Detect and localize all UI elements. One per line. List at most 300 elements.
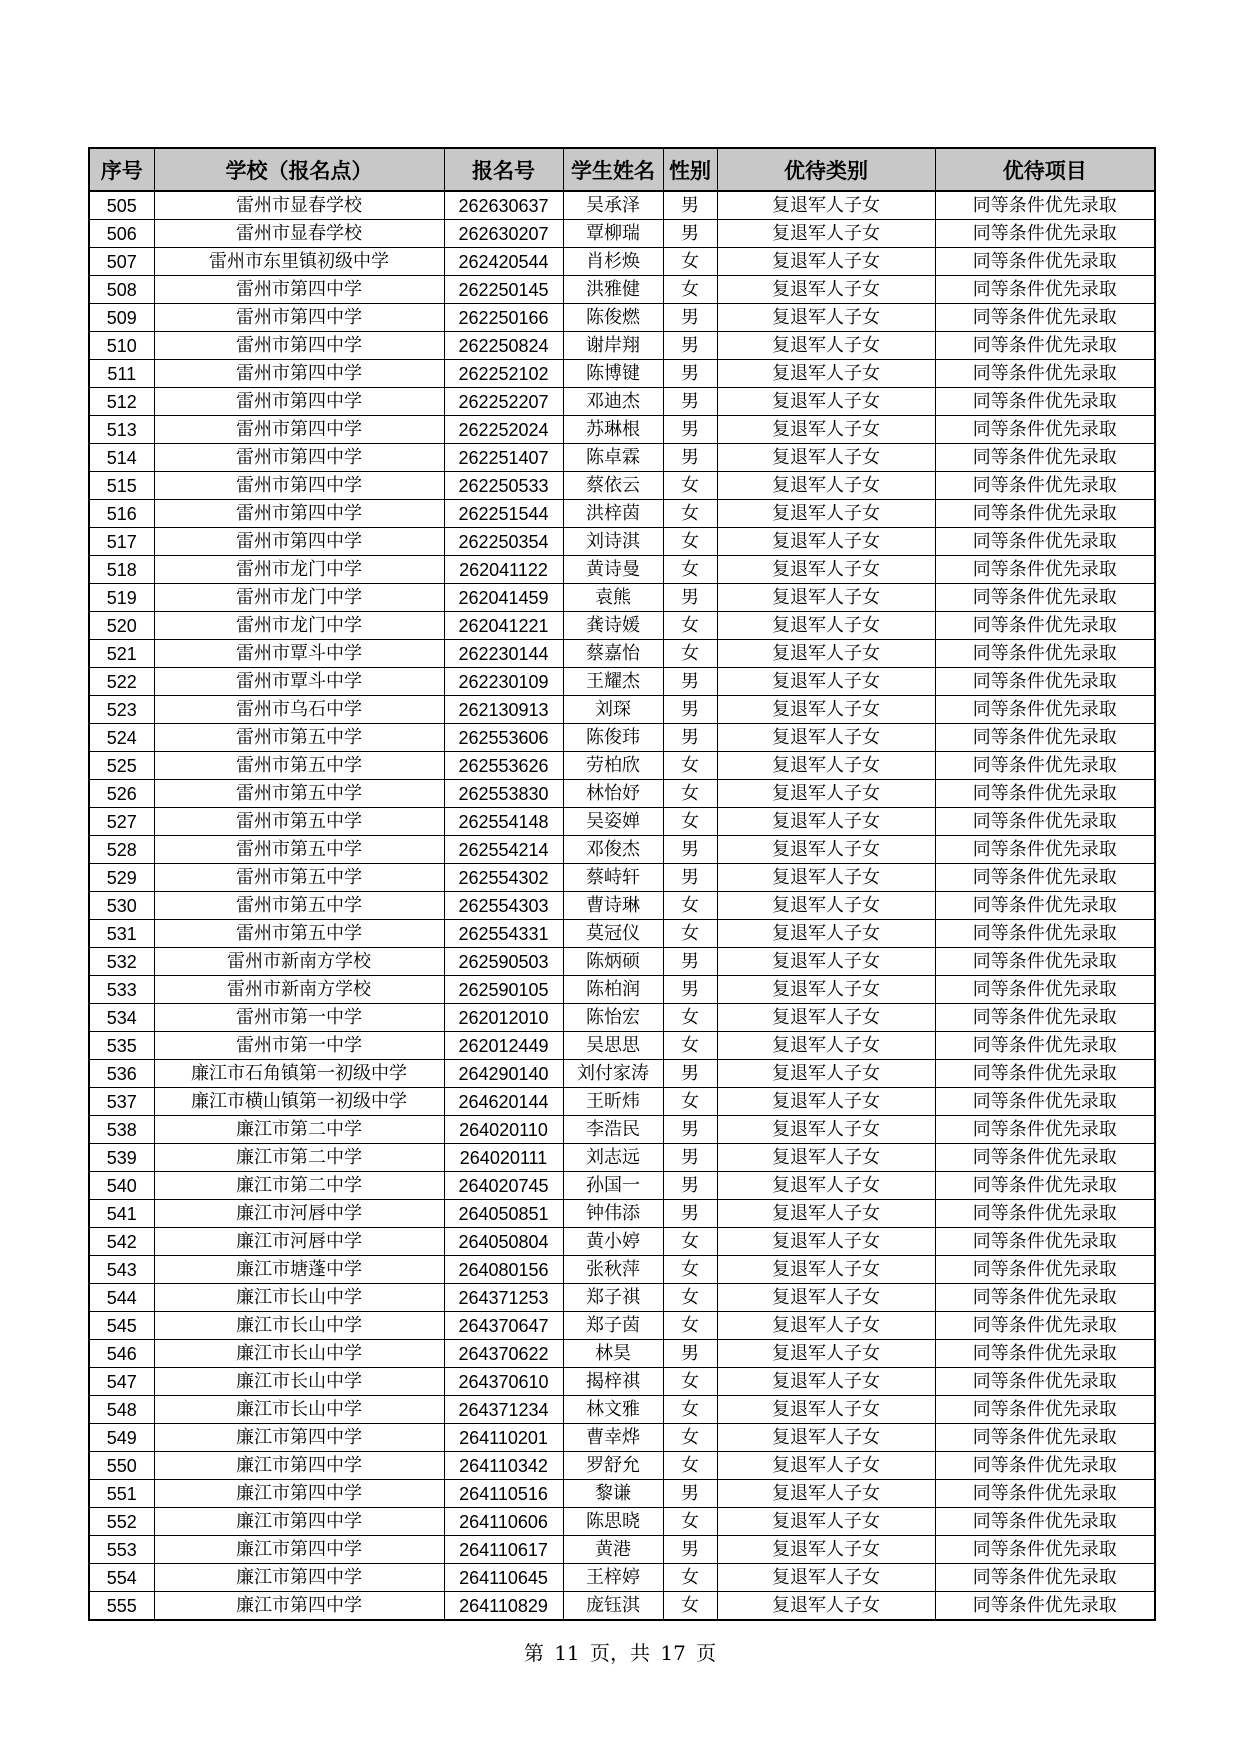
cell-serial-number: 513	[89, 416, 154, 444]
cell-priority-category: 复退军人子女	[717, 444, 935, 472]
table-row	[89, 948, 1155, 976]
cell-student-name: 曹诗琳	[563, 892, 663, 920]
table-row	[89, 668, 1155, 696]
cell-student-name: 刘付家涛	[563, 1060, 663, 1088]
cell-school: 廉江市横山镇第一初级中学	[154, 1088, 444, 1116]
cell-serial-number: 509	[89, 304, 154, 332]
cell-serial-number: 555	[89, 1592, 154, 1621]
footer-middle: 页，共	[590, 1641, 650, 1665]
cell-gender: 女	[663, 472, 717, 500]
cell-registration-number: 264371234	[444, 1396, 563, 1424]
cell-priority-category: 复退军人子女	[717, 1508, 935, 1536]
cell-priority-item: 同等条件优先录取	[935, 864, 1155, 892]
table-row	[89, 1060, 1155, 1088]
cell-priority-item: 同等条件优先录取	[935, 1452, 1155, 1480]
table-header-row	[89, 148, 1155, 191]
cell-serial-number: 531	[89, 920, 154, 948]
cell-serial-number: 523	[89, 696, 154, 724]
table-row	[89, 388, 1155, 416]
table-row	[89, 1564, 1155, 1592]
cell-gender: 女	[663, 752, 717, 780]
cell-serial-number: 511	[89, 360, 154, 388]
cell-registration-number: 264371253	[444, 1284, 563, 1312]
cell-gender: 女	[663, 892, 717, 920]
cell-student-name: 陈柏润	[563, 976, 663, 1004]
cell-gender: 男	[663, 1144, 717, 1172]
cell-gender: 男	[663, 976, 717, 1004]
cell-registration-number: 264050851	[444, 1200, 563, 1228]
table-row	[89, 528, 1155, 556]
cell-school: 廉江市石角镇第一初级中学	[154, 1060, 444, 1088]
cell-student-name: 王耀杰	[563, 668, 663, 696]
cell-registration-number: 262041122	[444, 556, 563, 584]
cell-school: 雷州市覃斗中学	[154, 640, 444, 668]
cell-school: 雷州市龙门中学	[154, 556, 444, 584]
table-row	[89, 808, 1155, 836]
cell-school: 廉江市第四中学	[154, 1564, 444, 1592]
cell-registration-number: 264110342	[444, 1452, 563, 1480]
cell-school: 雷州市第五中学	[154, 836, 444, 864]
cell-registration-number: 262012010	[444, 1004, 563, 1032]
cell-student-name: 李浩民	[563, 1116, 663, 1144]
cell-priority-category: 复退军人子女	[717, 1564, 935, 1592]
cell-student-name: 劳柏欣	[563, 752, 663, 780]
cell-serial-number: 529	[89, 864, 154, 892]
cell-priority-category: 复退军人子女	[717, 780, 935, 808]
table-row	[89, 1452, 1155, 1480]
cell-priority-category: 复退军人子女	[717, 500, 935, 528]
cell-registration-number: 264110516	[444, 1480, 563, 1508]
cell-school: 廉江市长山中学	[154, 1368, 444, 1396]
cell-gender: 男	[663, 1060, 717, 1088]
cell-priority-item: 同等条件优先录取	[935, 1312, 1155, 1340]
table-row	[89, 248, 1155, 276]
cell-gender: 女	[663, 920, 717, 948]
cell-priority-category: 复退军人子女	[717, 1340, 935, 1368]
cell-priority-category: 复退军人子女	[717, 1536, 935, 1564]
cell-school: 廉江市河唇中学	[154, 1200, 444, 1228]
cell-priority-category: 复退军人子女	[717, 668, 935, 696]
table-row	[89, 724, 1155, 752]
cell-priority-item: 同等条件优先录取	[935, 1172, 1155, 1200]
cell-priority-item: 同等条件优先录取	[935, 276, 1155, 304]
cell-priority-item: 同等条件优先录取	[935, 1424, 1155, 1452]
cell-student-name: 刘琛	[563, 696, 663, 724]
table-row	[89, 1508, 1155, 1536]
cell-registration-number: 262554214	[444, 836, 563, 864]
table-row	[89, 836, 1155, 864]
cell-gender: 男	[663, 1172, 717, 1200]
cell-serial-number: 543	[89, 1256, 154, 1284]
cell-student-name: 陈思晓	[563, 1508, 663, 1536]
table-row	[89, 416, 1155, 444]
cell-priority-category: 复退军人子女	[717, 191, 935, 220]
cell-gender: 女	[663, 1088, 717, 1116]
cell-registration-number: 264050804	[444, 1228, 563, 1256]
table-row	[89, 1312, 1155, 1340]
cell-registration-number: 264110617	[444, 1536, 563, 1564]
cell-school: 廉江市长山中学	[154, 1312, 444, 1340]
cell-registration-number: 264370610	[444, 1368, 563, 1396]
cell-serial-number: 544	[89, 1284, 154, 1312]
cell-priority-item: 同等条件优先录取	[935, 1340, 1155, 1368]
cell-serial-number: 540	[89, 1172, 154, 1200]
footer-prefix: 第	[523, 1641, 544, 1665]
cell-registration-number: 262420544	[444, 248, 563, 276]
cell-priority-item: 同等条件优先录取	[935, 556, 1155, 584]
cell-priority-category: 复退军人子女	[717, 1480, 935, 1508]
cell-registration-number: 262230144	[444, 640, 563, 668]
cell-school: 廉江市第四中学	[154, 1592, 444, 1621]
table-row	[89, 892, 1155, 920]
cell-gender: 男	[663, 1200, 717, 1228]
cell-priority-item: 同等条件优先录取	[935, 1200, 1155, 1228]
cell-serial-number: 512	[89, 388, 154, 416]
cell-school: 廉江市第二中学	[154, 1172, 444, 1200]
cell-student-name: 蔡依云	[563, 472, 663, 500]
cell-student-name: 黎谦	[563, 1480, 663, 1508]
cell-school: 雷州市第五中学	[154, 752, 444, 780]
cell-priority-item: 同等条件优先录取	[935, 640, 1155, 668]
cell-priority-category: 复退军人子女	[717, 1256, 935, 1284]
header-priority-category: 优待类别	[717, 148, 935, 191]
cell-gender: 女	[663, 1228, 717, 1256]
cell-student-name: 吴思思	[563, 1032, 663, 1060]
cell-school: 雷州市第四中学	[154, 528, 444, 556]
cell-priority-category: 复退军人子女	[717, 584, 935, 612]
cell-gender: 女	[663, 556, 717, 584]
cell-serial-number: 514	[89, 444, 154, 472]
cell-serial-number: 539	[89, 1144, 154, 1172]
cell-priority-item: 同等条件优先录取	[935, 416, 1155, 444]
cell-priority-item: 同等条件优先录取	[935, 920, 1155, 948]
cell-student-name: 陈怡宏	[563, 1004, 663, 1032]
cell-serial-number: 526	[89, 780, 154, 808]
cell-registration-number: 262250354	[444, 528, 563, 556]
cell-priority-item: 同等条件优先录取	[935, 1004, 1155, 1032]
header-registration-number: 报名号	[444, 148, 563, 191]
cell-priority-item: 同等条件优先录取	[935, 1592, 1155, 1621]
cell-student-name: 郑子祺	[563, 1284, 663, 1312]
table-row	[89, 1340, 1155, 1368]
cell-student-name: 吴承泽	[563, 191, 663, 220]
cell-student-name: 刘志远	[563, 1144, 663, 1172]
cell-serial-number: 516	[89, 500, 154, 528]
cell-gender: 女	[663, 1004, 717, 1032]
cell-school: 廉江市第四中学	[154, 1424, 444, 1452]
cell-registration-number: 262250824	[444, 332, 563, 360]
cell-serial-number: 545	[89, 1312, 154, 1340]
cell-gender: 女	[663, 640, 717, 668]
cell-priority-category: 复退军人子女	[717, 976, 935, 1004]
cell-gender: 女	[663, 780, 717, 808]
cell-school: 雷州市第五中学	[154, 808, 444, 836]
cell-student-name: 吴姿婵	[563, 808, 663, 836]
cell-student-name: 刘诗淇	[563, 528, 663, 556]
cell-student-name: 龚诗媛	[563, 612, 663, 640]
cell-priority-category: 复退军人子女	[717, 1592, 935, 1621]
table-row	[89, 332, 1155, 360]
cell-school: 雷州市第四中学	[154, 332, 444, 360]
cell-priority-item: 同等条件优先录取	[935, 668, 1155, 696]
cell-gender: 女	[663, 248, 717, 276]
table-row	[89, 1284, 1155, 1312]
cell-school: 雷州市第四中学	[154, 276, 444, 304]
cell-registration-number: 262252207	[444, 388, 563, 416]
cell-student-name: 林怡妤	[563, 780, 663, 808]
cell-school: 雷州市新南方学校	[154, 976, 444, 1004]
footer-suffix: 页	[696, 1641, 717, 1665]
cell-gender: 女	[663, 1452, 717, 1480]
cell-school: 廉江市河唇中学	[154, 1228, 444, 1256]
table-row	[89, 276, 1155, 304]
cell-gender: 男	[663, 360, 717, 388]
table-row	[89, 864, 1155, 892]
cell-gender: 女	[663, 1396, 717, 1424]
cell-gender: 女	[663, 808, 717, 836]
cell-school: 雷州市第一中学	[154, 1032, 444, 1060]
cell-priority-item: 同等条件优先录取	[935, 304, 1155, 332]
table-row	[89, 1396, 1155, 1424]
cell-priority-item: 同等条件优先录取	[935, 808, 1155, 836]
cell-registration-number: 262554148	[444, 808, 563, 836]
cell-priority-category: 复退军人子女	[717, 920, 935, 948]
cell-gender: 男	[663, 1480, 717, 1508]
cell-school: 雷州市龙门中学	[154, 584, 444, 612]
cell-priority-category: 复退军人子女	[717, 1368, 935, 1396]
cell-school: 廉江市塘蓬中学	[154, 1256, 444, 1284]
cell-priority-item: 同等条件优先录取	[935, 948, 1155, 976]
cell-student-name: 洪雅健	[563, 276, 663, 304]
cell-registration-number: 262250166	[444, 304, 563, 332]
cell-school: 雷州市新南方学校	[154, 948, 444, 976]
cell-serial-number: 517	[89, 528, 154, 556]
cell-priority-item: 同等条件优先录取	[935, 472, 1155, 500]
cell-registration-number: 262553830	[444, 780, 563, 808]
cell-priority-category: 复退军人子女	[717, 1396, 935, 1424]
cell-registration-number: 264110645	[444, 1564, 563, 1592]
cell-registration-number: 262041221	[444, 612, 563, 640]
cell-gender: 女	[663, 1256, 717, 1284]
cell-registration-number: 264620144	[444, 1088, 563, 1116]
cell-registration-number: 262012449	[444, 1032, 563, 1060]
cell-gender: 女	[663, 1368, 717, 1396]
cell-priority-category: 复退军人子女	[717, 640, 935, 668]
cell-serial-number: 548	[89, 1396, 154, 1424]
cell-serial-number: 527	[89, 808, 154, 836]
cell-student-name: 钟伟添	[563, 1200, 663, 1228]
cell-serial-number: 542	[89, 1228, 154, 1256]
cell-registration-number: 262630207	[444, 220, 563, 248]
cell-school: 雷州市第四中学	[154, 304, 444, 332]
cell-registration-number: 262553606	[444, 724, 563, 752]
header-priority-item: 优待项目	[935, 148, 1155, 191]
cell-gender: 女	[663, 1284, 717, 1312]
cell-priority-item: 同等条件优先录取	[935, 1144, 1155, 1172]
cell-registration-number: 262250145	[444, 276, 563, 304]
cell-serial-number: 536	[89, 1060, 154, 1088]
cell-school: 雷州市第四中学	[154, 416, 444, 444]
cell-school: 廉江市第四中学	[154, 1452, 444, 1480]
cell-serial-number: 533	[89, 976, 154, 1004]
cell-priority-item: 同等条件优先录取	[935, 1116, 1155, 1144]
cell-gender: 女	[663, 528, 717, 556]
table-row	[89, 1592, 1155, 1621]
table-row	[89, 444, 1155, 472]
header-gender: 性别	[663, 148, 717, 191]
cell-student-name: 黄小婷	[563, 1228, 663, 1256]
table-row	[89, 191, 1155, 220]
cell-student-name: 陈博键	[563, 360, 663, 388]
cell-serial-number: 520	[89, 612, 154, 640]
cell-gender: 男	[663, 220, 717, 248]
cell-school: 雷州市第四中学	[154, 388, 444, 416]
cell-registration-number: 262251407	[444, 444, 563, 472]
cell-priority-item: 同等条件优先录取	[935, 976, 1155, 1004]
cell-serial-number: 508	[89, 276, 154, 304]
cell-registration-number: 262554331	[444, 920, 563, 948]
cell-student-name: 袁熊	[563, 584, 663, 612]
cell-student-name: 苏琳根	[563, 416, 663, 444]
cell-priority-category: 复退军人子女	[717, 276, 935, 304]
cell-serial-number: 534	[89, 1004, 154, 1032]
cell-school: 雷州市第四中学	[154, 472, 444, 500]
cell-serial-number: 549	[89, 1424, 154, 1452]
cell-student-name: 蔡嘉怡	[563, 640, 663, 668]
table-row	[89, 752, 1155, 780]
cell-priority-item: 同等条件优先录取	[935, 1480, 1155, 1508]
cell-priority-category: 复退军人子女	[717, 724, 935, 752]
cell-priority-category: 复退军人子女	[717, 1116, 935, 1144]
table-row	[89, 1088, 1155, 1116]
cell-priority-category: 复退军人子女	[717, 1004, 935, 1032]
cell-gender: 女	[663, 500, 717, 528]
header-student-name: 学生姓名	[563, 148, 663, 191]
cell-gender: 男	[663, 724, 717, 752]
cell-priority-category: 复退军人子女	[717, 220, 935, 248]
cell-gender: 女	[663, 276, 717, 304]
cell-serial-number: 546	[89, 1340, 154, 1368]
cell-registration-number: 264370647	[444, 1312, 563, 1340]
cell-priority-category: 复退军人子女	[717, 416, 935, 444]
cell-school: 雷州市龙门中学	[154, 612, 444, 640]
cell-school: 雷州市第五中学	[154, 892, 444, 920]
cell-priority-category: 复退军人子女	[717, 752, 935, 780]
cell-gender: 女	[663, 1564, 717, 1592]
cell-priority-category: 复退军人子女	[717, 248, 935, 276]
cell-school: 廉江市第二中学	[154, 1116, 444, 1144]
cell-student-name: 黄港	[563, 1536, 663, 1564]
footer-total-pages: 17	[660, 1641, 686, 1665]
cell-serial-number: 515	[89, 472, 154, 500]
cell-registration-number: 262630637	[444, 191, 563, 220]
page-footer	[0, 1637, 1240, 1666]
cell-serial-number: 518	[89, 556, 154, 584]
cell-school: 雷州市第四中学	[154, 500, 444, 528]
cell-priority-item: 同等条件优先录取	[935, 1228, 1155, 1256]
cell-serial-number: 551	[89, 1480, 154, 1508]
cell-serial-number: 528	[89, 836, 154, 864]
cell-priority-category: 复退军人子女	[717, 1060, 935, 1088]
cell-serial-number: 532	[89, 948, 154, 976]
cell-school: 雷州市乌石中学	[154, 696, 444, 724]
cell-school: 廉江市长山中学	[154, 1396, 444, 1424]
cell-priority-category: 复退军人子女	[717, 1228, 935, 1256]
cell-gender: 男	[663, 696, 717, 724]
cell-gender: 女	[663, 1424, 717, 1452]
cell-student-name: 蔡峙轩	[563, 864, 663, 892]
cell-student-name: 邓俊杰	[563, 836, 663, 864]
cell-priority-item: 同等条件优先录取	[935, 1060, 1155, 1088]
cell-gender: 男	[663, 948, 717, 976]
cell-priority-item: 同等条件优先录取	[935, 191, 1155, 220]
cell-priority-category: 复退军人子女	[717, 612, 935, 640]
cell-registration-number: 264370622	[444, 1340, 563, 1368]
header-serial-number: 序号	[89, 148, 154, 191]
cell-student-name: 王昕炜	[563, 1088, 663, 1116]
cell-priority-item: 同等条件优先录取	[935, 500, 1155, 528]
cell-school: 雷州市第四中学	[154, 444, 444, 472]
cell-school: 雷州市东里镇初级中学	[154, 248, 444, 276]
cell-priority-category: 复退军人子女	[717, 1032, 935, 1060]
cell-student-name: 曹幸烨	[563, 1424, 663, 1452]
cell-gender: 男	[663, 304, 717, 332]
cell-priority-item: 同等条件优先录取	[935, 1396, 1155, 1424]
cell-student-name: 庞钰淇	[563, 1592, 663, 1621]
cell-serial-number: 547	[89, 1368, 154, 1396]
cell-priority-item: 同等条件优先录取	[935, 388, 1155, 416]
cell-priority-category: 复退军人子女	[717, 864, 935, 892]
cell-priority-category: 复退军人子女	[717, 836, 935, 864]
cell-school: 雷州市显春学校	[154, 191, 444, 220]
cell-priority-category: 复退军人子女	[717, 1144, 935, 1172]
cell-school: 雷州市第五中学	[154, 724, 444, 752]
cell-student-name: 陈俊玮	[563, 724, 663, 752]
cell-gender: 女	[663, 1312, 717, 1340]
cell-priority-item: 同等条件优先录取	[935, 1368, 1155, 1396]
cell-priority-category: 复退军人子女	[717, 696, 935, 724]
cell-gender: 男	[663, 416, 717, 444]
cell-school: 雷州市第四中学	[154, 360, 444, 388]
cell-serial-number: 522	[89, 668, 154, 696]
header-school: 学校（报名点）	[154, 148, 444, 191]
cell-student-name: 陈卓霖	[563, 444, 663, 472]
cell-priority-category: 复退军人子女	[717, 304, 935, 332]
cell-priority-item: 同等条件优先录取	[935, 360, 1155, 388]
cell-priority-category: 复退军人子女	[717, 892, 935, 920]
cell-registration-number: 264110606	[444, 1508, 563, 1536]
cell-school: 雷州市覃斗中学	[154, 668, 444, 696]
cell-serial-number: 510	[89, 332, 154, 360]
cell-priority-category: 复退军人子女	[717, 1452, 935, 1480]
cell-student-name: 谢岸翔	[563, 332, 663, 360]
table-row	[89, 472, 1155, 500]
cell-registration-number: 264020111	[444, 1144, 563, 1172]
cell-student-name: 孙国一	[563, 1172, 663, 1200]
cell-student-name: 陈炳硕	[563, 948, 663, 976]
table-row	[89, 1368, 1155, 1396]
cell-school: 廉江市长山中学	[154, 1340, 444, 1368]
cell-serial-number: 550	[89, 1452, 154, 1480]
cell-school: 雷州市第五中学	[154, 864, 444, 892]
cell-registration-number: 262252102	[444, 360, 563, 388]
cell-gender: 男	[663, 864, 717, 892]
cell-priority-item: 同等条件优先录取	[935, 332, 1155, 360]
table-row	[89, 500, 1155, 528]
cell-serial-number: 553	[89, 1536, 154, 1564]
cell-school: 廉江市第二中学	[154, 1144, 444, 1172]
table-row	[89, 1004, 1155, 1032]
